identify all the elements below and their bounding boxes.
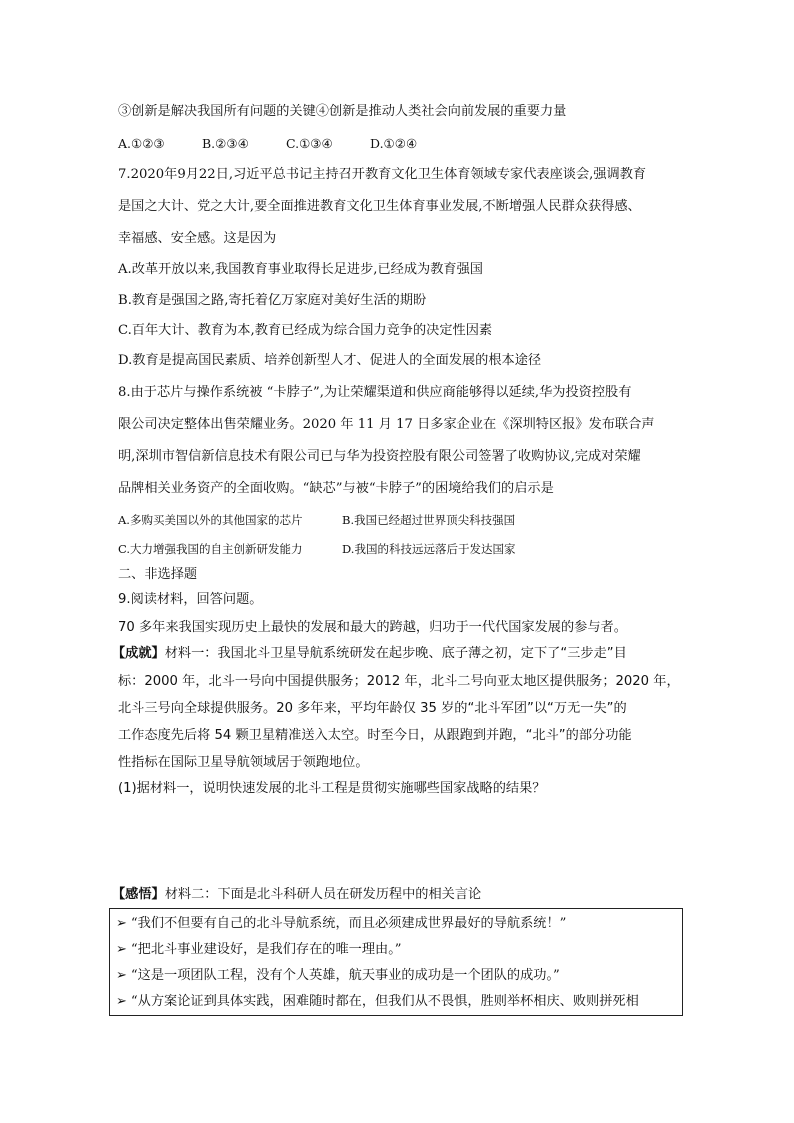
q7-option-d[interactable]: D.教育是提高国民素质、培养创新型人才、促进人的全面发展的根本途径 [118,353,542,368]
material1-line-5: 性指标在国际卫星导航领域居于领跑地位。 [118,755,369,770]
q8-stem-line-3: 明,深圳市智信新信息技术有限公司已与华为投资控股有限公司签署了收购协议,完成对荣耀 [118,449,641,464]
arrow-bullet-icon: ➢ [116,994,127,1009]
q8-options-row-2 [118,541,515,557]
arrow-bullet-icon: ➢ [116,968,127,983]
material1-line-3: 北斗三号向全球提供服务。20 多年来，平均年龄仅 35 岁的“北斗军团”以“万无一失”的 [118,701,627,716]
material1-line-4: 工作态度先后将 54 颗卫星精准送入太空。时至今日，从跟跑到并跑，“北斗”的部分功能 [118,728,632,743]
material1-text-1: 材料一：我国北斗卫星导航系统研发在起步晚、底子薄之初，定下了“三步走”目 [164,646,627,661]
material1-line-1 [112,645,627,663]
quotes-box [109,908,683,1016]
q6-statement-line: ③创新是解决我国所有问题的关键④创新是推动人类社会向前发展的重要力量 [118,104,567,119]
q9-intro: 70 多年来我国实现历史上最快的发展和最大的跨越，归功于一代代国家发展的参与者。 [118,620,627,635]
quote-item [116,967,560,985]
sub-question-1: (1)据材料一，说明快速发展的北斗工程是贯彻实施哪些国家战略的结果？ [118,781,546,796]
material2-header [112,886,481,904]
q6-option-c[interactable]: C.①③④ [286,136,333,151]
quote-text-4: “从方案论证到具体实践，困难随时都在，但我们从不畏惧，胜则举杯相庆、败则拼死相 [130,994,639,1009]
quote-item [116,941,402,959]
section-title: 二、非选择题 [118,567,198,582]
q8-stem-line-1: 8.由于芯片与操作系统被 “卡脖子”,为让荣耀渠道和供应商能够得以延续,华为投资控股有 [118,385,632,400]
quote-item [116,915,566,933]
q6-option-b[interactable]: B.②③④ [202,136,249,151]
q8-option-a[interactable]: A.多购买美国以外的其他国家的芯片 [118,513,303,527]
q8-options-row-1 [118,512,515,528]
quote-item [116,993,639,1011]
q8-option-d[interactable]: D.我国的科技远远落后于发达国家 [342,542,516,556]
q8-option-b[interactable]: B.我国已经超过世界顶尖科技强国 [342,513,516,527]
q7-stem-line-2: 是国之大计、党之大计,要全面推进教育文化卫生体育事业发展,不断增强人民群众获得感、 [118,199,641,214]
q7-option-a[interactable]: A.改革开放以来,我国教育事业取得长足进步,已经成为教育强国 [118,262,483,277]
q7-option-b[interactable]: B.教育是强国之路,寄托着亿万家庭对美好生活的期盼 [118,293,427,308]
q9-title: 9.阅读材料，回答问题。 [118,592,263,607]
material1-line-2: 标：2000 年，北斗一号向中国提供服务；2012 年，北斗二号向亚太地区提供服务；2020 年， [118,674,680,689]
q7-stem-line-1: 7.2020年9月22日,习近平总书记主持召开教育文化卫生体育领域专家代表座谈会,强调教育 [118,167,647,182]
q6-option-d[interactable]: D.①②④ [370,136,418,151]
quote-text-1: “我们不但要有自己的北斗导航系统，而且必须建成世界最好的导航系统！” [130,916,567,931]
q6-option-a[interactable]: A.①②③ [118,136,165,151]
material2-tag: 【感悟】 [112,887,165,902]
arrow-bullet-icon: ➢ [116,916,127,931]
quote-text-2: “把北斗事业建设好，是我们存在的唯一理由。” [130,942,402,957]
q8-stem-line-2: 限公司决定整体出售荣耀业务。2020 年 11 月 17 日多家企业在《深圳特区报》发布联合声 [118,417,655,432]
arrow-bullet-icon: ➢ [116,942,127,957]
material1-tag: 【成就】 [112,646,165,661]
q7-option-c[interactable]: C.百年大计、教育为本,教育已经成为综合国力竞争的决定性因素 [118,323,493,338]
q8-option-c[interactable]: C.大力增强我国的自主创新研发能力 [118,542,303,556]
material2-title: 材料二：下面是北斗科研人员在研发历程中的相关言论 [164,887,482,902]
q7-stem-line-3: 幸福感、安全感。这是因为 [118,231,277,246]
q8-stem-line-4: 品牌相关业务资产的全面收购。“缺芯”与被“卡脖子”的困境给我们的启示是 [118,481,554,496]
quote-text-3: “这是一项团队工程，没有个人英雄，航天事业的成功是一个团队的成功。” [130,968,560,983]
q6-options [118,135,417,153]
